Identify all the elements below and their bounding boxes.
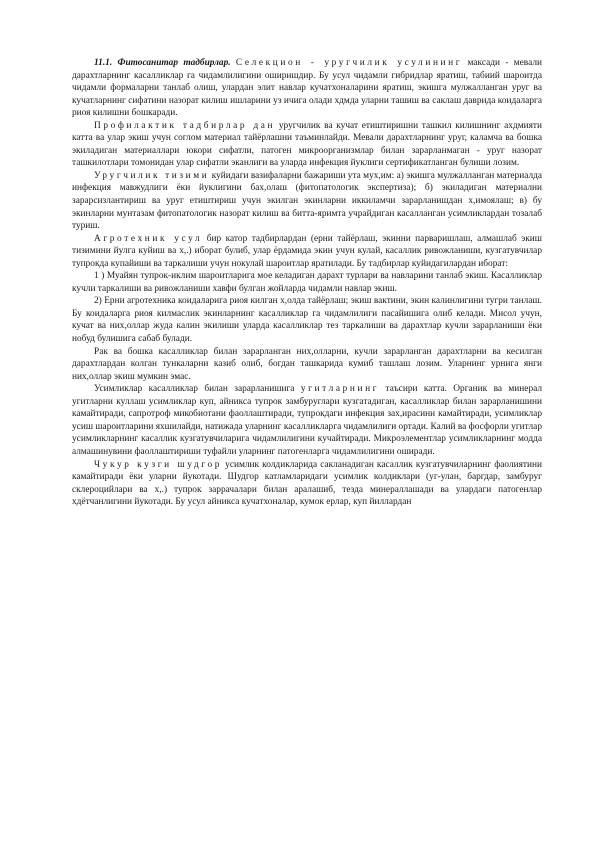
- paragraph-lead: Усимликлар касалликлар билан зарарланишига: [94, 384, 295, 395]
- paragraph-text: Рак ва бошка касалликлар билан зарарланган них,олларни, кучли зарарланган дарахтларни ва кесилган дарахтлардан колган тункаларни казиб олиб, богдан ташкарида кумиб ташлаш лозим. Уларнинг урнига янги них,оллар экиш мумкин эмас.: [72, 346, 542, 382]
- paragraph-text: бир катор тадбирлардан (ерни тайёрлаш, экинни парваришлаш, алмашлаб экиш тизимини йулга куйиш ва х,.) иборат булиб, улар ёрдамида экин учун кулай, касаллик ривожланиши, кузгатувчилар тупрокда купайиши ва таркалиши учун нокулай шароитлар яратилади. Бу тадбирлар куйидагилардан иборат:: [72, 233, 542, 269]
- paragraph-2: [72, 120, 542, 170]
- document-page: [72, 57, 542, 509]
- spaced-term: Уругчилик тизими: [94, 170, 210, 181]
- section-number: 11.1.: [94, 58, 113, 68]
- paragraph-text: 1 ) Муайян тупрок-иклим шароитларига мое келадиган дарахт турлари ва навларини танлаб экиш. Касалликлар кучли таркалиши ва ривожланиши хавфи булган жойларда чидамли навлар экиш.: [72, 271, 542, 294]
- spaced-term: Профилактик тадбирлар дан: [94, 120, 276, 131]
- paragraph-9: [72, 459, 542, 509]
- paragraph-1: [72, 57, 542, 120]
- paragraph-text: 2) Ерни агротехника коидаларига риоя килган х,олда тайёрлаш; экиш вактини, экин калинлигини тугри танлаш. Бу коидаларга риоя килмаслик экинларнинг касалликлар га чидамлилиги пасайишига олиб келади. Мисол учун, кучат ва них,оллар жуда калин экилиши уларда касалликлар тез таркалиши ва дарахтлар кучли зарарланиши ёки нобуд булишига сабаб булади.: [72, 296, 542, 345]
- spaced-term: Селекцион - уругчилик усулининг: [235, 58, 463, 68]
- paragraph-8: [72, 383, 542, 458]
- spaced-term: угитларнинг: [300, 384, 380, 395]
- paragraph-7: [72, 346, 542, 384]
- paragraph-text: усимлик колдикларида сакланадиган касаллик кузгатувчиларнинг фаолиятини камайтиради ёки уларни йукотади. Шудгор катламларидаги усимлик колдиклари (уг-улан, баргдар, замбуруг склероцийлари ва х,.) тупрок заррачалари билан аралашиб, тезда минераллашади ва улардаги патогенлар хдётчанлигини йукотади. Бу усул айникса кучатхоналар, кумок ерлар, куп йиллардан: [72, 459, 542, 508]
- paragraph-4: [72, 233, 542, 271]
- paragraph-text: таъсири катта. Органик ва минерал угитларни куллаш усимликлар куп, айникса тупрок замбуруглари кузгатадиган, касалликлар билан зарарланишини камайтиради, сапротроф микобиотани фаоллаштиради, тупрокдаги инфекция зах,ирасини камайтиради, усимликлар усиш шароитларини яхшилайди, натижада уларнинг касалликларга чидамлилиги ортади. Калий ва фосфорли угитлар усимликларнинг касаллик кузгатувчиларига чидамлилигини кучайтиради. Микроэлементлар усимликларнинг модда алмашинувини фаоллаштириши туфайли уларнинг патогенларга чидамлилигини оширади.: [72, 384, 543, 457]
- spaced-term: Агротехник усул: [94, 233, 203, 244]
- paragraph-text: куйидаги вазифаларни бажариши ута мух,им: а) экишга мулжалланган материалда инфекция мавжудлиги ёки йуклигини бах,олаш (фитопатологик экспертиза); б) экиладиган материални зарарсизлантириш ва уруг етиштириш учун экилган экинларни иккиламчи зарарланишдан х,имоялаш; в) бу экинларни мунтазам фитопатологик назорат килиш ва битта-яримта учрайдиган касалланган усимликлардан тозалаб туриш.: [72, 170, 543, 232]
- paragraph-text: максади - мевали дарахтларнинг касалликлар га чидамлилигини оширишдир. Бу усул чидамли гибридлар яратиш, табиий шароитда чидамли формаларни танлаб олиш, улардан элит навлар кучатхоналарини яратиш, экишга мулжалланган уруг ва кучатларнинг сифатини назорат килиш ишларини уз ичига олади хдмда уларни ташиш ва саклаш даврида коидаларга риоя килишни бошкаради.: [72, 58, 542, 119]
- section-heading: Фитосанитар тадбирлар.: [117, 58, 231, 68]
- spaced-term: Чукур кузги шудгор: [94, 459, 223, 470]
- paragraph-text: уругчилик ва кучат етиштиришни ташкил килишнинг ахдмияти катта ва улар экиш учун соглом материал тайёрлашни таъминлайди. Мевали дарахтларнинг уруг, каламча ва бошка экиладиган материаллари юкори сифатли, патоген микроорганизмлар билан зарарланмаган - уруг назорат ташкилотлари томонидан улар сифатли эканлиги ва уларда инфекция йуклиги сертификатланган булиши лозим.: [72, 120, 542, 169]
- paragraph-5: [72, 270, 542, 295]
- paragraph-3: [72, 170, 542, 233]
- paragraph-6: [72, 295, 542, 345]
